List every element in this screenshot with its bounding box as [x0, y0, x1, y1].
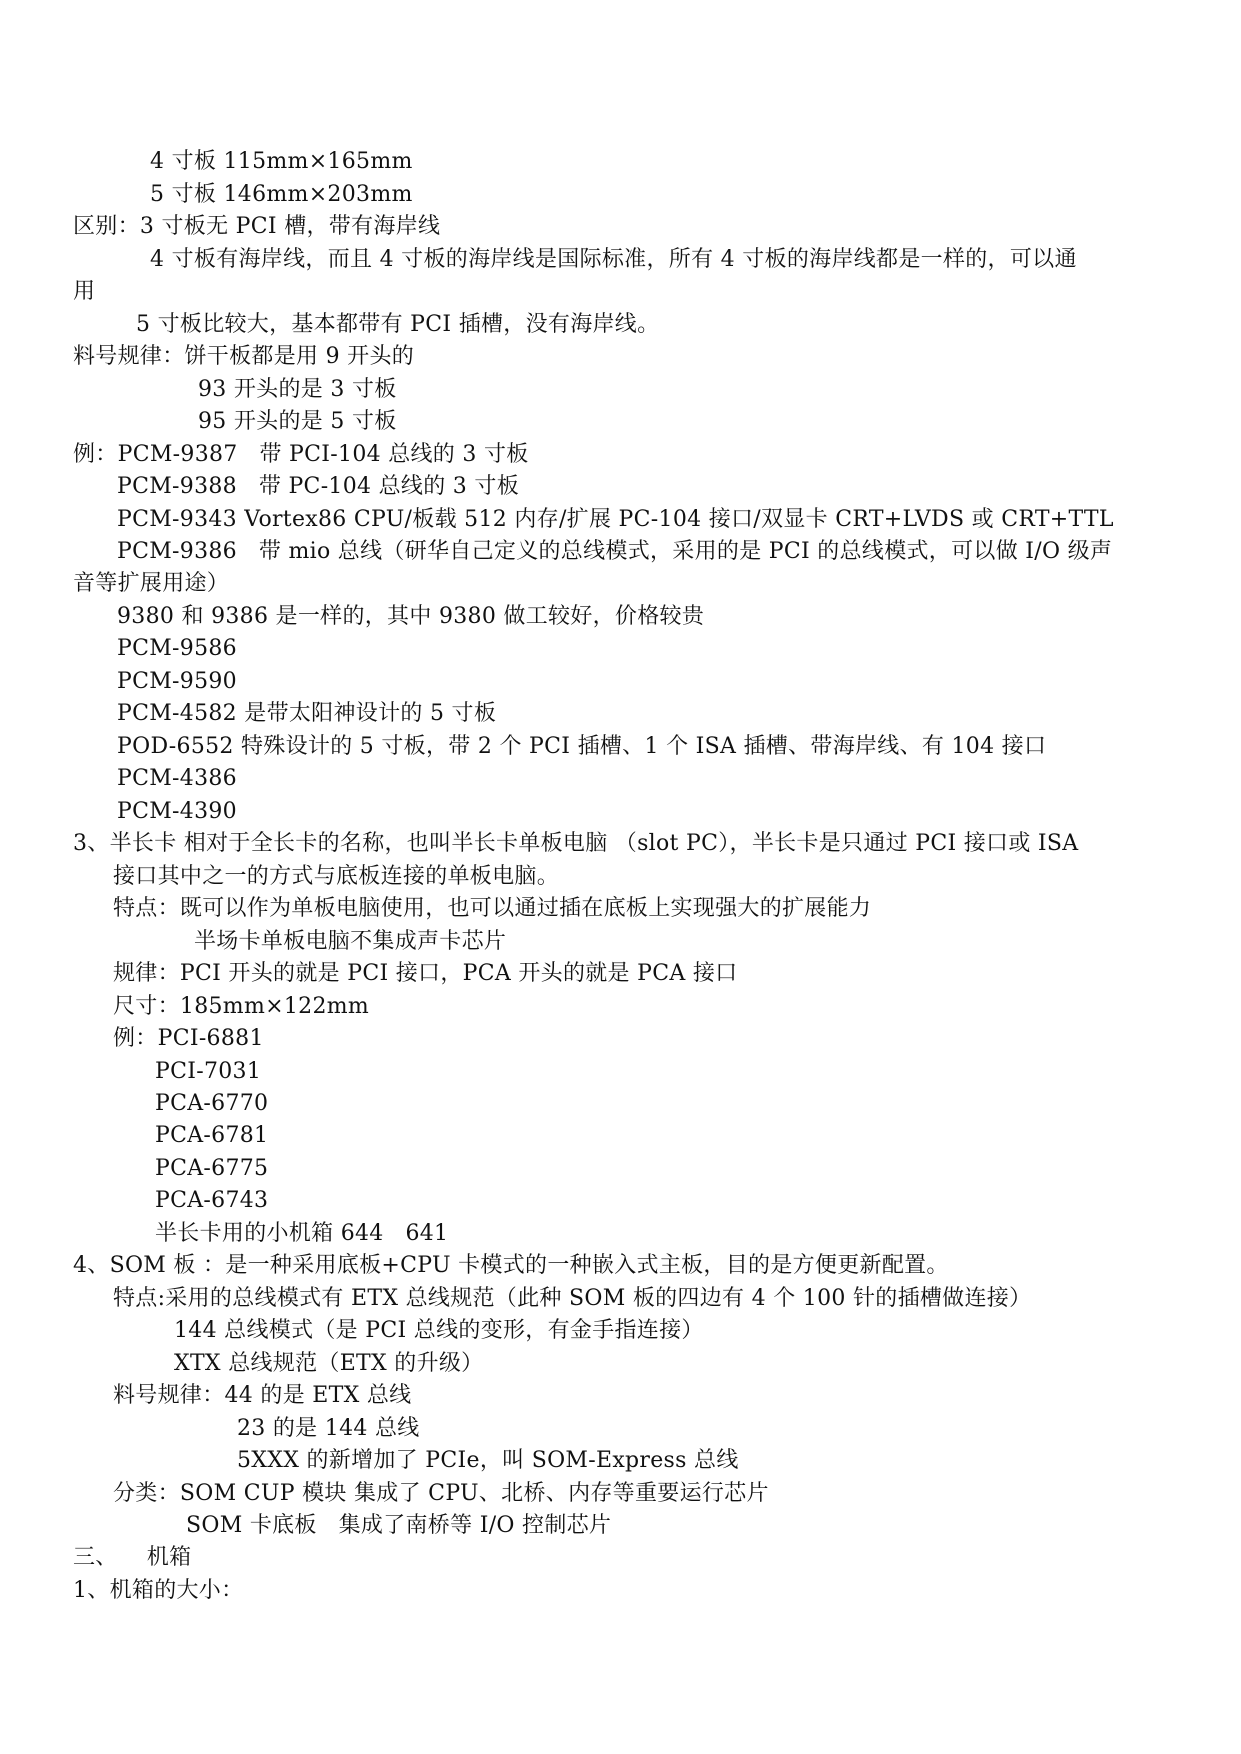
text-line: PCA-6770 — [155, 1091, 269, 1116]
text-line: 料号规律：44 的是 ETX 总线 — [113, 1383, 412, 1408]
text-line: PCI-7031 — [155, 1059, 262, 1084]
text-line: 特点：既可以作为单板电脑使用，也可以通过插在底板上实现强大的扩展能力 — [113, 896, 872, 921]
text-line: PCM-4386 — [117, 766, 237, 791]
text-line: 分类：SOM CUP 模块 集成了 CPU、北桥、内存等重要运行芯片 — [113, 1481, 769, 1506]
text-line: 23 的是 144 总线 — [237, 1416, 420, 1441]
text-line: 5XXX 的新增加了 PCIe，叫 SOM-Express 总线 — [237, 1448, 739, 1473]
text-line: 料号规律：饼干板都是用 9 开头的 — [73, 344, 415, 369]
text-line: 95 开头的是 5 寸板 — [198, 409, 397, 434]
text-line: 半场卡单板电脑不集成声卡芯片 — [194, 929, 507, 954]
text-line: 4 寸板有海岸线，而且 4 寸板的海岸线是国际标准，所有 4 寸板的海岸线都是一样的，可以通 — [150, 247, 1077, 272]
text-line: PCM-9586 — [117, 636, 237, 661]
text-line: 规律：PCI 开头的就是 PCI 接口，PCA 开头的就是 PCA 接口 — [113, 961, 738, 986]
text-line: 区别：3 寸板无 PCI 槽，带有海岸线 — [73, 214, 441, 239]
text-line: PCM-4390 — [117, 799, 237, 824]
text-line: SOM 卡底板 集成了南桥等 I/O 控制芯片 — [186, 1513, 612, 1538]
text-line: 尺寸：185mm×122mm — [113, 994, 370, 1019]
text-line: XTX 总线规范（ETX 的升级） — [174, 1351, 484, 1376]
text-line: PCA-6775 — [155, 1156, 269, 1181]
text-line: 接口其中之一的方式与底板连接的单板电脑。 — [113, 864, 560, 889]
text-line: PCA-6743 — [155, 1188, 269, 1213]
text-line: POD-6552 特殊设计的 5 寸板，带 2 个 PCI 插槽、1 个 ISA 插槽、带海岸线、有 104 接口 — [117, 734, 1047, 759]
text-line: 音等扩展用途） — [73, 571, 230, 596]
text-line: PCM-9386 带 mio 总线（研华自己定义的总线模式，采用的是 PCI 的总线模式，可以做 I/O 级声 — [117, 539, 1113, 564]
text-line: PCM-9388 带 PC-104 总线的 3 寸板 — [117, 474, 519, 499]
text-line: 例：PCM-9387 带 PCI-104 总线的 3 寸板 — [73, 442, 529, 467]
text-line: 1、机箱的大小： — [73, 1578, 244, 1603]
text-line: PCM-9590 — [117, 669, 237, 694]
text-line: 5 寸板 146mm×203mm — [150, 182, 413, 207]
text-line: 93 开头的是 3 寸板 — [198, 377, 397, 402]
text-line: 4、SOM 板 ：是一种采用底板+CPU 卡模式的一种嵌入式主板，目的是方便更新配置。 — [73, 1253, 949, 1278]
text-line: 用 — [73, 279, 96, 304]
text-line: PCA-6781 — [155, 1123, 269, 1148]
text-line: 3、半长卡 相对于全长卡的名称，也叫半长卡单板电脑 （slot PC），半长卡是只通过 PCI 接口或 ISA — [73, 831, 1079, 856]
text-line: 半长卡用的小机箱 644 641 — [155, 1221, 449, 1246]
text-line: 144 总线模式（是 PCI 总线的变形，有金手指连接） — [174, 1318, 704, 1343]
text-line: 三、 机箱 — [73, 1545, 192, 1570]
text-line: 9380 和 9386 是一样的，其中 9380 做工较好，价格较贵 — [117, 604, 705, 629]
text-line: 5 寸板比较大，基本都带有 PCI 插槽，没有海岸线。 — [136, 312, 660, 337]
text-line: PCM-9343 Vortex86 CPU/板载 512 内存/扩展 PC-104 接口/双显卡 CRT+LVDS 或 CRT+TTL — [117, 507, 1114, 532]
text-line: 4 寸板 115mm×165mm — [150, 149, 413, 174]
text-line: 例：PCI-6881 — [113, 1026, 264, 1051]
text-line: 特点:采用的总线模式有 ETX 总线规范（此种 SOM 板的四边有 4 个 100 针的插槽做连接） — [113, 1286, 1032, 1311]
text-line: PCM-4582 是带太阳神设计的 5 寸板 — [117, 701, 497, 726]
